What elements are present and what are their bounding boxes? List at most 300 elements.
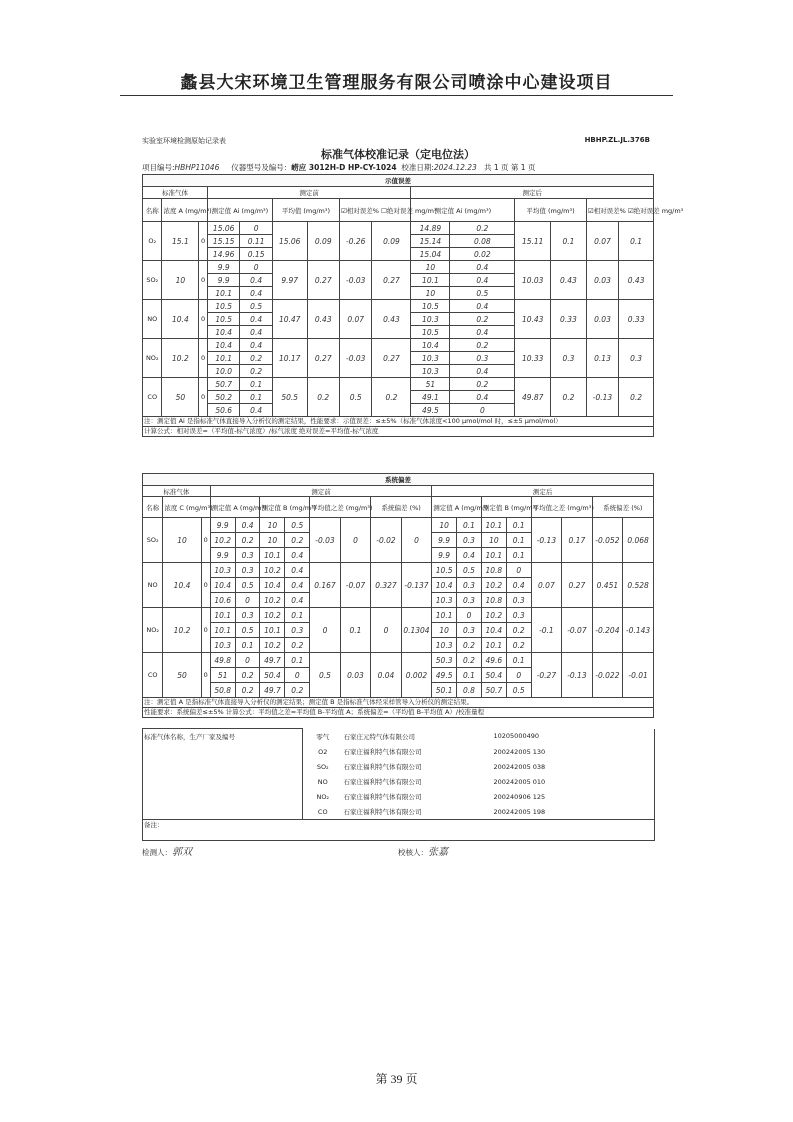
before-avg-diff-2: 0	[340, 518, 371, 563]
before-value: 9.9	[207, 261, 239, 274]
before-rel-err: -0.03	[339, 339, 371, 378]
item-label: 项目编号:	[142, 163, 175, 172]
gas-number: 200242005 198	[493, 804, 655, 820]
page-number: 第 39 页	[375, 1072, 418, 1086]
gas-info-label: 标准气体名称，生产厂家及编号	[143, 729, 303, 745]
after-value: 0.2	[457, 638, 482, 653]
after-value: 0.8	[457, 683, 482, 698]
after-value: 10.4	[411, 339, 450, 352]
before-value: 0	[235, 593, 260, 608]
gas-type: NO₂	[316, 792, 330, 801]
before-value: 0.2	[235, 683, 260, 698]
before-avg-diff: -0.03	[310, 518, 341, 563]
after-value: 0.4	[506, 578, 531, 593]
before-value: 10.2	[260, 563, 285, 578]
after-sd: 0.33	[551, 300, 587, 339]
before-avg-diff-2: 0.1	[340, 608, 371, 653]
before-value: 0.2	[285, 683, 310, 698]
zero-cell: 0	[201, 563, 210, 608]
after-value: 10.5	[411, 300, 450, 313]
before-value-2: 0.4	[240, 404, 272, 417]
before-value: 10.0	[207, 365, 239, 378]
before-dev: 0.04	[371, 653, 402, 698]
header-b: 测定值 B (mg/m³)	[260, 497, 310, 518]
indication-error-table	[142, 174, 684, 437]
after-value-2: 0.4	[450, 300, 515, 313]
after-value: 10.1	[481, 548, 506, 563]
before-value: 0.3	[235, 548, 260, 563]
document-header: 蠡县大宋环境卫生管理服务有限公司喷涂中心建设项目	[180, 73, 613, 93]
after-dev-2: -0.01	[623, 653, 654, 698]
before-value: 50.8	[210, 683, 235, 698]
after-dev: -0.022	[592, 653, 623, 698]
gas-name: NO₂	[143, 608, 163, 653]
gas-name: NO	[143, 563, 163, 608]
zero-cell: 0	[201, 653, 210, 698]
before-value: 50.2	[207, 391, 239, 404]
after-value: 10.2	[481, 578, 506, 593]
gas-info-row	[143, 744, 655, 759]
header-ai-after: 测定值 Ai (mg/m³)	[411, 199, 515, 222]
before-sd: 0.43	[307, 300, 339, 339]
after-value: 10.2	[481, 608, 506, 623]
after-value: 51	[411, 378, 450, 391]
after-dev: -0.052	[592, 518, 623, 563]
after-value: 0.5	[457, 563, 482, 578]
before-value: 10.1	[207, 352, 239, 365]
before-avg: 10.17	[272, 339, 307, 378]
gas-maker: 石家庄福利特气体有限公司	[343, 763, 422, 771]
before-value-2: 0.5	[240, 300, 272, 313]
header-after: 测定后	[432, 486, 654, 497]
before-value: 10.6	[210, 593, 235, 608]
after-value: 0.3	[506, 593, 531, 608]
after-value: 10.3	[411, 352, 450, 365]
header-a-after: 测定值 A (mg/m³)	[432, 497, 482, 518]
after-dev-2: 0.068	[623, 518, 654, 563]
after-value: 15.04	[411, 248, 450, 261]
checker-label: 校核人：	[398, 848, 428, 857]
after-value: 0.3	[457, 623, 482, 638]
gas-name: SO₂	[143, 261, 162, 300]
before-rel-err: 0.5	[339, 378, 371, 417]
after-avg: 10.43	[515, 300, 551, 339]
page-count: 共 1 页 第 1 页	[483, 163, 536, 172]
remarks-row	[143, 820, 655, 841]
after-value: 0.3	[506, 608, 531, 623]
gas-number: 10205000490	[493, 729, 655, 745]
gas-info-label	[143, 759, 303, 774]
before-value-2: 0	[240, 222, 272, 235]
gas-conc: 50	[163, 653, 201, 698]
before-value: 10.5	[207, 313, 239, 326]
before-value: 49.7	[260, 683, 285, 698]
before-value: 14.96	[207, 248, 239, 261]
after-value: 0.2	[506, 623, 531, 638]
note-text: 注：测定值 A 是指标准气体直接导入分析仪的测定结果；测定值 B 是指标准气体经采样管导入分析仪的测定结果。	[143, 698, 654, 708]
before-abs-err: 0.27	[372, 261, 411, 300]
before-value: 0.1	[285, 653, 310, 668]
gas-type: O2	[318, 747, 328, 756]
gas-info-label	[143, 744, 303, 759]
section-title: 示值误差	[143, 175, 654, 187]
header-conc: 浓度 A (mg/m³)	[162, 199, 207, 222]
after-dev-2: -0.143	[623, 608, 654, 653]
gas-maker: 石家庄福利特气体有限公司	[343, 808, 422, 816]
before-value: 50.4	[260, 668, 285, 683]
before-value: 10.1	[207, 287, 239, 300]
after-dev: 0.451	[592, 563, 623, 608]
header-a: 测定值 A (mg/m³)	[210, 497, 260, 518]
after-value: 0.3	[457, 578, 482, 593]
after-avg-diff-2: 0.27	[562, 563, 593, 608]
after-rel-err: 0.03	[586, 261, 618, 300]
before-avg-diff: 0	[310, 608, 341, 653]
after-value-2: 0.2	[450, 378, 515, 391]
before-value: 0.3	[285, 623, 310, 638]
gas-conc: 10	[163, 518, 201, 563]
before-value: 50.6	[207, 404, 239, 417]
gas-name: SO₂	[143, 518, 163, 563]
formula-text: 计算公式：相对误差=（平均值-标气浓度）/标气浓度 绝对误差=平均值-标气浓度	[143, 427, 654, 437]
before-avg-diff: 0.5	[310, 653, 341, 698]
before-value: 10	[260, 518, 285, 533]
after-value: 10.8	[481, 563, 506, 578]
after-value: 9.9	[432, 533, 457, 548]
gas-info-row	[143, 804, 655, 820]
after-value-2: 0.2	[450, 313, 515, 326]
data-row	[143, 518, 654, 533]
after-value: 10.1	[481, 638, 506, 653]
data-row	[143, 261, 654, 274]
gas-conc: 10.2	[163, 608, 201, 653]
gas-number: 200240906 125	[493, 789, 655, 804]
after-avg-diff: -0.13	[531, 518, 562, 563]
after-value-2: 0.4	[450, 261, 515, 274]
after-abs-err: 0.43	[619, 261, 654, 300]
before-avg-diff: 0.167	[310, 563, 341, 608]
section-row	[143, 175, 654, 187]
after-avg: 10.03	[515, 261, 551, 300]
before-value: 0.4	[285, 563, 310, 578]
before-value: 0	[235, 653, 260, 668]
after-value: 0	[457, 608, 482, 623]
date-label: 校准日期:	[401, 163, 434, 172]
after-rel-err: -0.13	[586, 378, 618, 417]
before-value: 10.5	[207, 300, 239, 313]
after-value: 0.1	[506, 548, 531, 563]
after-value-2: 0.4	[450, 365, 515, 378]
after-value: 0.1	[457, 668, 482, 683]
after-value: 10	[481, 533, 506, 548]
after-value: 50.1	[432, 683, 457, 698]
before-dev: -0.02	[371, 518, 402, 563]
form-title: 标准气体校准记录（定电位法）	[321, 148, 475, 161]
after-value: 10	[432, 623, 457, 638]
before-value: 15.15	[207, 235, 239, 248]
before-value: 10.2	[260, 608, 285, 623]
before-value: 10.4	[210, 578, 235, 593]
before-value: 49.7	[260, 653, 285, 668]
before-sd: 0.27	[307, 261, 339, 300]
before-value: 10.3	[210, 563, 235, 578]
zero-cell: 0	[201, 518, 210, 563]
after-value-2: 0.4	[450, 326, 515, 339]
before-dev-2: 0	[401, 518, 432, 563]
after-avg-diff: -0.1	[531, 608, 562, 653]
gas-name: NO	[143, 300, 162, 339]
scanned-form	[138, 128, 684, 858]
before-value: 0.1	[285, 608, 310, 623]
before-abs-err: 0.27	[372, 339, 411, 378]
after-value: 10.3	[432, 638, 457, 653]
data-row	[143, 653, 654, 668]
after-value: 49.1	[411, 391, 450, 404]
data-row	[143, 300, 654, 313]
before-value: 0.5	[285, 518, 310, 533]
header-avg-after: 平均值 (mg/m³)	[515, 199, 586, 222]
gas-conc: 50	[162, 378, 199, 417]
zero-cell: 0	[199, 378, 208, 417]
before-value-2: 0.4	[240, 274, 272, 287]
before-value: 10	[260, 533, 285, 548]
after-value: 10.1	[432, 608, 457, 623]
after-value: 10.3	[411, 365, 450, 378]
before-value-2: 0.4	[240, 326, 272, 339]
gas-number: 200242005 038	[493, 759, 655, 774]
after-value: 0	[506, 563, 531, 578]
after-value: 10	[411, 287, 450, 300]
after-value: 0.1	[506, 518, 531, 533]
after-abs-err: 0.33	[619, 300, 654, 339]
header-conc: 浓度 C (mg/m³)	[163, 497, 210, 518]
before-value-2: 0.1	[240, 378, 272, 391]
before-value-2: 0.4	[240, 339, 272, 352]
before-avg: 10.47	[272, 300, 307, 339]
after-avg-diff: 0.07	[531, 563, 562, 608]
before-value: 9.9	[207, 274, 239, 287]
gas-name: NO₂	[143, 339, 162, 378]
header-dev: 系统偏差 (%)	[371, 497, 432, 518]
header-name: 名称	[143, 199, 162, 222]
after-sd: 0.43	[551, 261, 587, 300]
header-dev-after: 系统偏差 (%)	[592, 497, 653, 518]
before-value: 0.5	[235, 623, 260, 638]
after-value: 0.3	[457, 593, 482, 608]
before-value: 51	[210, 668, 235, 683]
gas-conc: 10.4	[162, 300, 199, 339]
after-value-2: 0.2	[450, 222, 515, 235]
after-value-2: 0.4	[450, 274, 515, 287]
before-value-2: 0.4	[240, 313, 272, 326]
after-avg-diff: -0.27	[531, 653, 562, 698]
header-row	[143, 497, 654, 518]
before-value: 10.1	[210, 623, 235, 638]
header-before: 测定前	[210, 486, 431, 497]
after-dev-2: 0.528	[623, 563, 654, 608]
after-rel-err: 0.07	[586, 222, 618, 261]
after-value: 0.2	[457, 653, 482, 668]
before-dev-2: -0.137	[401, 563, 432, 608]
zero-cell: 0	[199, 261, 208, 300]
after-value-2: 0.5	[450, 287, 515, 300]
remarks: 备注：	[143, 820, 655, 841]
before-value: 10.1	[260, 623, 285, 638]
before-value: 10.2	[260, 593, 285, 608]
before-value: 0.2	[235, 668, 260, 683]
gas-maker: 石家庄福利特气体有限公司	[343, 748, 422, 756]
header-divider	[120, 95, 673, 96]
before-sd: 0.27	[307, 339, 339, 378]
gas-info-label	[143, 774, 303, 789]
gas-info-row	[143, 774, 655, 789]
after-value: 49.6	[481, 653, 506, 668]
before-rel-err: -0.26	[339, 222, 371, 261]
after-value: 0.5	[506, 683, 531, 698]
after-value: 10.8	[481, 593, 506, 608]
gas-conc: 10	[162, 261, 199, 300]
note-text: 注：测定值 Ai 是指标准气体直接导入分析仪的测定结果，性能要求：示值误差：≤±5%（标准气体浓度<100 μmol/mol 时，≤±5 μmol/mol）	[143, 417, 654, 427]
after-avg: 49.87	[515, 378, 551, 417]
before-value-2: 0	[240, 261, 272, 274]
gas-conc: 10.4	[163, 563, 201, 608]
tester-label: 检测人：	[142, 848, 172, 857]
header-row	[143, 199, 654, 222]
note-row	[143, 698, 654, 708]
before-value: 15.06	[207, 222, 239, 235]
before-value: 0.2	[285, 533, 310, 548]
after-value: 0.3	[457, 533, 482, 548]
after-rel-err: 0.13	[586, 339, 618, 378]
before-dev-2: 0.002	[401, 653, 432, 698]
after-value: 49.5	[432, 668, 457, 683]
after-avg-diff-2: -0.07	[562, 608, 593, 653]
gas-type: SO₂	[316, 762, 329, 771]
data-row	[143, 378, 654, 391]
before-value: 10.2	[210, 533, 235, 548]
after-value-2: 0.4	[450, 391, 515, 404]
after-value: 10.4	[432, 578, 457, 593]
before-value: 0.2	[235, 533, 260, 548]
before-sd: 0.09	[307, 222, 339, 261]
after-value: 0.1	[457, 518, 482, 533]
after-value-2: 0.02	[450, 248, 515, 261]
before-value: 0.2	[285, 638, 310, 653]
before-value: 10.1	[260, 548, 285, 563]
gas-type: CO	[317, 807, 328, 816]
gas-info-label	[143, 789, 303, 804]
gas-type: NO	[317, 777, 328, 786]
after-sd: 0.1	[551, 222, 587, 261]
after-value: 10.5	[411, 326, 450, 339]
zero-cell: 0	[199, 222, 208, 261]
header-before: 测定前	[207, 187, 410, 199]
note-row	[143, 417, 654, 427]
gas-number: 200242005 130	[493, 744, 655, 759]
before-value-2: 0.11	[240, 235, 272, 248]
before-dev: 0.327	[371, 563, 402, 608]
before-avg: 50.5	[272, 378, 307, 417]
header-err-after: ☑相对误差% ☑绝对误差 mg/m³	[586, 199, 653, 222]
before-value: 10.3	[210, 638, 235, 653]
header-std-gas: 标准气体	[143, 187, 208, 199]
after-value: 0.2	[506, 638, 531, 653]
gas-name: O₂	[143, 222, 162, 261]
header-err: ☑相对误差% ☐绝对误差 mg/m³	[339, 199, 410, 222]
after-value: 0.1	[506, 653, 531, 668]
before-value: 50.7	[207, 378, 239, 391]
item-value: HBHP11046	[174, 163, 220, 172]
after-abs-err: 0.2	[619, 378, 654, 417]
date-value: 2024.12.23	[433, 163, 477, 172]
gas-info-label	[143, 804, 303, 820]
header-ai: 测定值 Ai (mg/m³)	[207, 199, 272, 222]
gas-name: CO	[143, 653, 163, 698]
after-avg: 15.11	[515, 222, 551, 261]
zero-cell: 0	[199, 300, 208, 339]
before-value: 10.2	[260, 638, 285, 653]
before-dev-2: 0.1304	[401, 608, 432, 653]
before-value-2: 0.15	[240, 248, 272, 261]
before-value-2: 0.1	[240, 391, 272, 404]
data-row	[143, 563, 654, 578]
before-value: 0.4	[285, 578, 310, 593]
form-name: 实验室环境检测原始记录表	[142, 137, 226, 145]
after-value: 49.5	[411, 404, 450, 417]
before-value: 0.3	[235, 563, 260, 578]
system-bias-table	[142, 473, 654, 718]
after-sd: 0.3	[551, 339, 587, 378]
zero-cell: 0	[199, 339, 208, 378]
form-meta	[142, 162, 535, 173]
header-avg: 平均值 (mg/m³)	[272, 199, 339, 222]
section-title: 系统偏差	[143, 474, 654, 486]
gas-maker: 石家庄福利特气体有限公司	[343, 778, 422, 786]
before-value: 9.9	[210, 518, 235, 533]
before-value: 0.4	[285, 548, 310, 563]
before-avg-diff-2: 0.03	[340, 653, 371, 698]
before-value: 0.5	[235, 578, 260, 593]
after-value: 15.14	[411, 235, 450, 248]
before-value-2: 0.2	[240, 352, 272, 365]
before-dev: 0	[371, 608, 402, 653]
after-value: 14.89	[411, 222, 450, 235]
after-avg-diff-2: -0.13	[562, 653, 593, 698]
gas-number: 200242005 010	[493, 774, 655, 789]
gas-type: 零气	[316, 732, 330, 741]
after-value-2: 0.08	[450, 235, 515, 248]
note-row	[143, 427, 654, 437]
header-avgdiff-after: 平均值之差 (mg/m³)	[531, 497, 592, 518]
gas-conc: 15.1	[162, 222, 199, 261]
after-value: 50.3	[432, 653, 457, 668]
gas-info-row	[143, 729, 655, 745]
before-value: 0.4	[235, 518, 260, 533]
after-value: 0.1	[506, 533, 531, 548]
formula-text: 性能要求：系统偏差≤±5% 计算公式：平均值之差=平均值 B-平均值 A；系统偏差=（平均值 B-平均值 A）/校准量程	[143, 708, 654, 718]
instrument-value: 崂应 3012H-D HP-CY-1024	[291, 163, 397, 172]
tester-name: 郭双	[172, 847, 192, 858]
header-after: 测定后	[411, 187, 654, 199]
gas-name: CO	[143, 378, 162, 417]
after-value: 10	[432, 518, 457, 533]
before-value-2: 0.2	[240, 365, 272, 378]
after-avg: 10.33	[515, 339, 551, 378]
after-value-2: 0.2	[450, 339, 515, 352]
before-value: 10.1	[210, 608, 235, 623]
after-value: 9.9	[432, 548, 457, 563]
after-value-2: 0	[450, 404, 515, 417]
